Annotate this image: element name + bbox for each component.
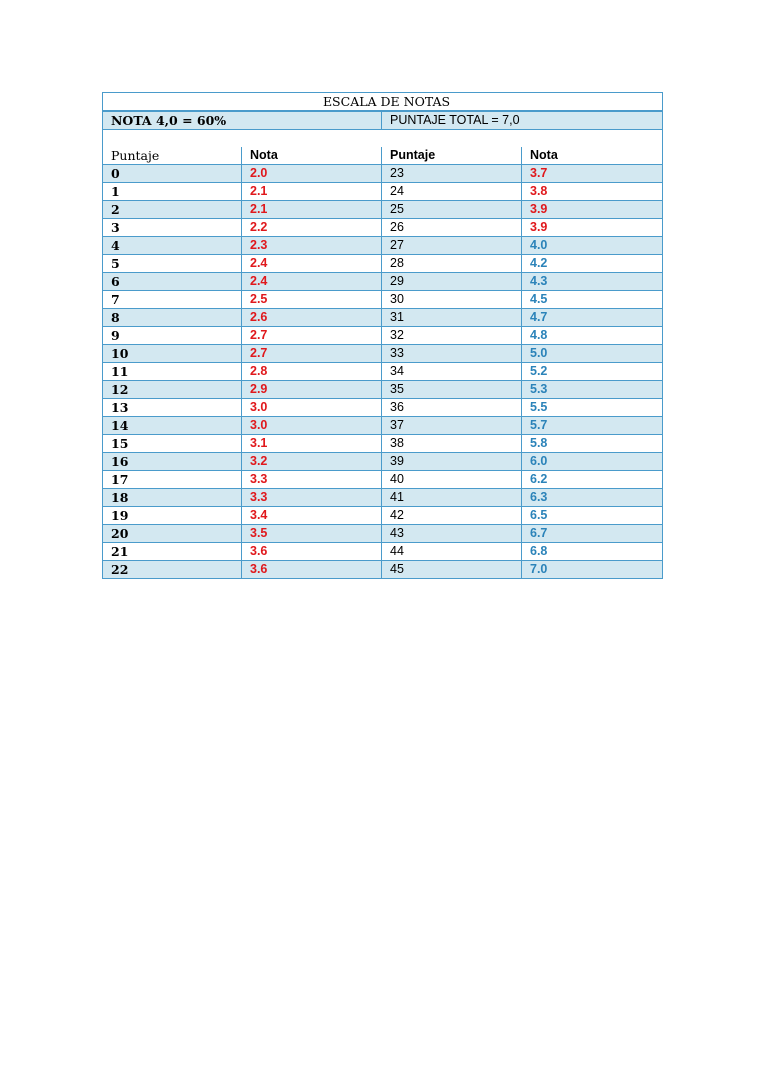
puntaje-cell: 24 <box>382 182 522 200</box>
info-row <box>103 111 663 130</box>
spacer-row <box>103 130 663 147</box>
table-row <box>103 524 663 542</box>
puntaje-cell: 33 <box>382 344 522 362</box>
nota-cell: 6.5 <box>522 506 663 524</box>
puntaje-cell: 8 <box>103 308 242 326</box>
nota-cell: 2.3 <box>242 236 382 254</box>
table-row <box>103 398 663 416</box>
total-score-note: PUNTAJE TOTAL = 7,0 <box>382 111 663 130</box>
nota-cell: 2.4 <box>242 254 382 272</box>
puntaje-cell: 13 <box>103 398 242 416</box>
puntaje-cell: 17 <box>103 470 242 488</box>
nota-cell: 5.5 <box>522 398 663 416</box>
nota-cell: 3.6 <box>242 560 382 578</box>
nota-cell: 3.0 <box>242 398 382 416</box>
table-row <box>103 542 663 560</box>
table-row <box>103 218 663 236</box>
table-row <box>103 416 663 434</box>
table-row <box>103 182 663 200</box>
nota-cell: 2.8 <box>242 362 382 380</box>
puntaje-cell: 10 <box>103 344 242 362</box>
nota-cell: 2.6 <box>242 308 382 326</box>
nota-cell: 5.7 <box>522 416 663 434</box>
puntaje-cell: 35 <box>382 380 522 398</box>
puntaje-cell: 44 <box>382 542 522 560</box>
table-row <box>103 254 663 272</box>
nota-cell: 3.5 <box>242 524 382 542</box>
nota-cell: 6.0 <box>522 452 663 470</box>
puntaje-cell: 14 <box>103 416 242 434</box>
table-row <box>103 470 663 488</box>
header-puntaje-2: Puntaje <box>382 147 522 165</box>
nota-cell: 3.7 <box>522 164 663 182</box>
nota-cell: 2.1 <box>242 182 382 200</box>
table-title: ESCALA DE NOTAS <box>103 93 663 112</box>
header-nota-1: Nota <box>242 147 382 165</box>
nota-cell: 3.0 <box>242 416 382 434</box>
nota-cell: 6.3 <box>522 488 663 506</box>
table-row <box>103 290 663 308</box>
puntaje-cell: 0 <box>103 164 242 182</box>
nota-cell: 5.0 <box>522 344 663 362</box>
nota-cell: 4.8 <box>522 326 663 344</box>
nota-cell: 2.1 <box>242 200 382 218</box>
nota-cell: 2.0 <box>242 164 382 182</box>
puntaje-cell: 29 <box>382 272 522 290</box>
nota-cell: 3.6 <box>242 542 382 560</box>
table-row <box>103 560 663 578</box>
puntaje-cell: 15 <box>103 434 242 452</box>
table-row <box>103 506 663 524</box>
nota-cell: 2.7 <box>242 344 382 362</box>
header-puntaje-1: Puntaje <box>103 147 242 165</box>
puntaje-cell: 39 <box>382 452 522 470</box>
puntaje-cell: 37 <box>382 416 522 434</box>
nota-cell: 3.9 <box>522 200 663 218</box>
header-nota-2: Nota <box>522 147 663 165</box>
table-row <box>103 164 663 182</box>
puntaje-cell: 42 <box>382 506 522 524</box>
puntaje-cell: 45 <box>382 560 522 578</box>
table-row <box>103 272 663 290</box>
puntaje-cell: 25 <box>382 200 522 218</box>
nota-cell: 4.7 <box>522 308 663 326</box>
nota-cell: 3.1 <box>242 434 382 452</box>
puntaje-cell: 19 <box>103 506 242 524</box>
puntaje-cell: 9 <box>103 326 242 344</box>
puntaje-cell: 26 <box>382 218 522 236</box>
puntaje-cell: 40 <box>382 470 522 488</box>
nota-cell: 2.5 <box>242 290 382 308</box>
puntaje-cell: 6 <box>103 272 242 290</box>
puntaje-cell: 16 <box>103 452 242 470</box>
nota-cell: 6.8 <box>522 542 663 560</box>
puntaje-cell: 28 <box>382 254 522 272</box>
nota-cell: 2.9 <box>242 380 382 398</box>
nota-cell: 5.8 <box>522 434 663 452</box>
nota-cell: 5.3 <box>522 380 663 398</box>
puntaje-cell: 20 <box>103 524 242 542</box>
puntaje-cell: 30 <box>382 290 522 308</box>
puntaje-cell: 36 <box>382 398 522 416</box>
puntaje-cell: 23 <box>382 164 522 182</box>
puntaje-cell: 31 <box>382 308 522 326</box>
nota-cell: 5.2 <box>522 362 663 380</box>
table-row <box>103 200 663 218</box>
puntaje-cell: 38 <box>382 434 522 452</box>
nota-cell: 4.2 <box>522 254 663 272</box>
passing-grade-note: NOTA 4,0 = 60% <box>103 111 382 130</box>
puntaje-cell: 27 <box>382 236 522 254</box>
nota-cell: 3.8 <box>522 182 663 200</box>
nota-cell: 7.0 <box>522 560 663 578</box>
nota-cell: 4.3 <box>522 272 663 290</box>
nota-cell: 6.2 <box>522 470 663 488</box>
puntaje-cell: 18 <box>103 488 242 506</box>
nota-cell: 4.5 <box>522 290 663 308</box>
puntaje-cell: 3 <box>103 218 242 236</box>
nota-cell: 4.0 <box>522 236 663 254</box>
table-row <box>103 344 663 362</box>
puntaje-cell: 34 <box>382 362 522 380</box>
nota-cell: 3.3 <box>242 470 382 488</box>
puntaje-cell: 43 <box>382 524 522 542</box>
puntaje-cell: 2 <box>103 200 242 218</box>
puntaje-cell: 22 <box>103 560 242 578</box>
puntaje-cell: 21 <box>103 542 242 560</box>
table-row <box>103 434 663 452</box>
table-row <box>103 362 663 380</box>
nota-cell: 6.7 <box>522 524 663 542</box>
puntaje-cell: 32 <box>382 326 522 344</box>
nota-cell: 3.9 <box>522 218 663 236</box>
nota-cell: 2.2 <box>242 218 382 236</box>
grade-scale-table <box>102 92 663 579</box>
title-row <box>103 93 663 112</box>
nota-cell: 2.4 <box>242 272 382 290</box>
nota-cell: 3.3 <box>242 488 382 506</box>
puntaje-cell: 7 <box>103 290 242 308</box>
column-header-row <box>103 147 663 165</box>
nota-cell: 3.2 <box>242 452 382 470</box>
table-row <box>103 452 663 470</box>
table-row <box>103 326 663 344</box>
nota-cell: 3.4 <box>242 506 382 524</box>
puntaje-cell: 12 <box>103 380 242 398</box>
puntaje-cell: 11 <box>103 362 242 380</box>
table-row <box>103 308 663 326</box>
puntaje-cell: 5 <box>103 254 242 272</box>
puntaje-cell: 4 <box>103 236 242 254</box>
table-row <box>103 236 663 254</box>
table-row <box>103 488 663 506</box>
puntaje-cell: 41 <box>382 488 522 506</box>
table-row <box>103 380 663 398</box>
nota-cell: 2.7 <box>242 326 382 344</box>
puntaje-cell: 1 <box>103 182 242 200</box>
